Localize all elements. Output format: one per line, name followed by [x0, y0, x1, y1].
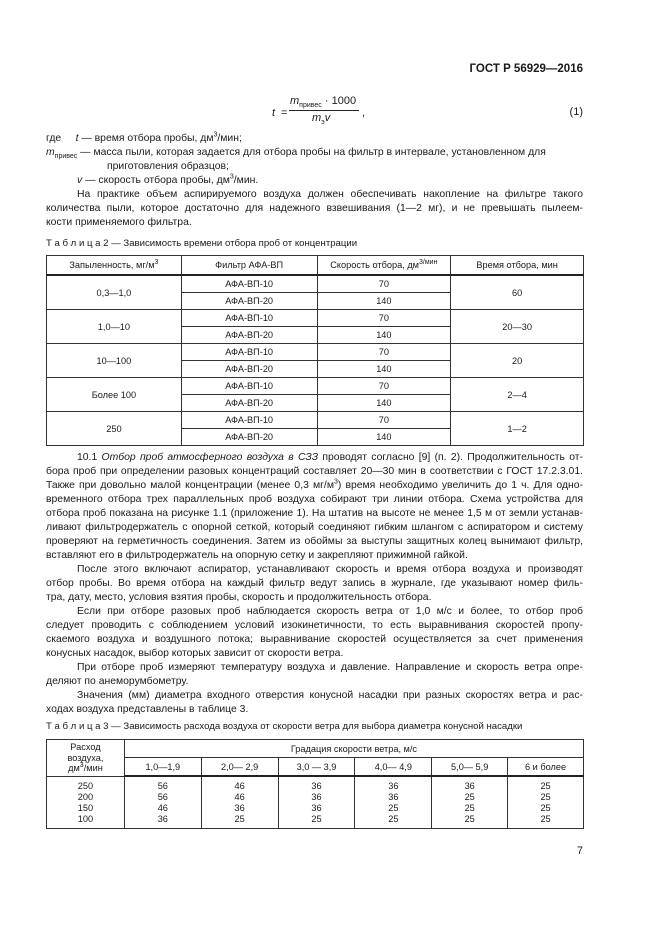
formula-lhs: t: [272, 107, 276, 119]
table3-value-cell: 36: [201, 803, 278, 814]
section-10-1-line-5: отбора проб показана на рисунке 1.1 (приложение 1). На штатив на высоте не менее 1,5 м от земли устанав-: [46, 508, 583, 519]
table3-value-cell: 25: [432, 803, 508, 814]
table2-speed-cell: 140: [317, 327, 451, 344]
table2: [46, 255, 584, 446]
table2-speed-cell: 140: [317, 395, 451, 412]
table2-filter-cell: АФА-ВП-10: [181, 378, 317, 395]
wind-line-4: конусных насадок, выбор которых зависит от скорости ветра.: [46, 648, 344, 659]
table2-speed-cell: 70: [317, 378, 451, 395]
table3-grade-3: 3,0 — 3,9: [278, 758, 355, 777]
table2-speed-cell: 70: [317, 310, 451, 327]
table3-flow-cell: 250: [47, 776, 125, 792]
table3-grade-6: 6 и более: [508, 758, 584, 777]
after-line-3: тра, дату, место, условия взятия пробы, скорость и продолжительность отбора.: [46, 592, 432, 603]
table3-value-cell: 25: [432, 814, 508, 829]
table2-time-cell: 2—4: [451, 378, 584, 412]
measure-line-2: деляют по анеморумбометру.: [46, 676, 189, 687]
table3-grade-5: 5,0— 5,9: [432, 758, 508, 777]
table3-value-cell: 46: [201, 792, 278, 803]
formula-1: [272, 95, 392, 131]
table3-value-cell: 25: [355, 803, 432, 814]
table3-grade-2: 2,0— 2,9: [201, 758, 278, 777]
table2-speed-cell: 140: [317, 293, 451, 310]
table3-value-cell: 25: [508, 792, 584, 803]
section-10-1-line-7: проверяют на герметичность соединения. Затем из обоймы за выступы защитных колец вынимают фильтр,: [46, 536, 583, 547]
table3-value-cell: 46: [124, 803, 201, 814]
practice-line-3: кости применяемого фильтра.: [46, 217, 192, 228]
table-row: [47, 275, 584, 293]
table3-value-cell: 25: [201, 814, 278, 829]
table3-value-cell: 36: [432, 776, 508, 792]
table2-filter-cell: АФА-ВП-10: [181, 275, 317, 293]
values-line-2: ходах воздуха представлены в таблице 3.: [46, 704, 249, 715]
table2-header-time: Время отбора, мин: [451, 256, 584, 276]
table3-value-cell: 25: [278, 814, 355, 829]
table2-time-cell: 20—30: [451, 310, 584, 344]
table-row: [47, 814, 584, 829]
table2-filter-cell: АФА-ВП-10: [181, 412, 317, 429]
where-m-line-2: приготовления образцов;: [107, 161, 229, 172]
table2-dust-cell: 10—100: [47, 344, 182, 378]
table2-filter-cell: АФА-ВП-20: [181, 361, 317, 378]
table3-grade-4: 4,0— 4,9: [355, 758, 432, 777]
after-line-1: После этого включают аспиратор, устанавливают скорость и время отбора воздуха и производят: [77, 564, 583, 575]
table3: [46, 739, 584, 829]
table3-flow-cell: 100: [47, 814, 125, 829]
formula-numerator: $m_{привес} \cdot 1000$: [290, 95, 357, 110]
section-10-1-line-3: Также при довольно малой концентрации (менее 0,3 $мг/м^3$) время необходимо увеличить до 1 ч. Для одно-: [46, 478, 583, 491]
values-line-1: Значения (мм) диаметра входного отверстия конусной насадки при разных скоростях ветра и рас-: [77, 690, 583, 701]
table2-speed-cell: 70: [317, 344, 451, 361]
table2-dust-cell: 1,0—10: [47, 310, 182, 344]
table3-value-cell: 25: [355, 814, 432, 829]
measure-line-1: При отборе проб измеряют температуру воздуха и давление. Направление и скорость ветра опре-: [77, 662, 583, 673]
page-number: 7: [576, 845, 583, 857]
table3-value-cell: 36: [278, 803, 355, 814]
after-line-2: отбор пробы. Во время отбора на каждый фильтр ведут запись в журнале, где указывают номер филь-: [46, 578, 583, 589]
table2-filter-cell: АФА-ВП-10: [181, 344, 317, 361]
table-row: [47, 310, 584, 327]
formula-comma: ,: [362, 107, 366, 119]
table2-filter-cell: АФА-ВП-20: [181, 429, 317, 446]
table3-value-cell: 46: [201, 776, 278, 792]
table2-filter-cell: АФА-ВП-20: [181, 395, 317, 412]
table3-flow-cell: 150: [47, 803, 125, 814]
table2-dust-cell: Более 100: [47, 378, 182, 412]
table3-flow-cell: 200: [47, 792, 125, 803]
table-row: [47, 792, 584, 803]
table2-time-cell: 60: [451, 275, 584, 310]
table2-speed-cell: 70: [317, 412, 451, 429]
table3-caption: Т а б л и ц а 3 — Зависимость расхода воздуха от скорости ветра для выбора диаметра конусной насадки: [46, 721, 523, 732]
formula-number: (1): [569, 106, 583, 118]
formula-fraction-bar: [289, 110, 359, 111]
practice-line-1: На практике объем аспирируемого воздуха должен обеспечивать накопление на фильтре такого: [77, 189, 583, 200]
table-row: [47, 803, 584, 814]
table2-speed-cell: 140: [317, 429, 451, 446]
table2-time-cell: 20: [451, 344, 584, 378]
document-code: ГОСТ Р 56929—2016: [469, 63, 583, 75]
table2-header-speed: Скорость отбора, $дм^{3/мин}$: [317, 256, 451, 276]
section-10-1-line-6: ливают фильтродержатель с опорной сеткой, который соединяют гибким шлангом с аспиратором и систему: [46, 522, 583, 533]
section-10-1-line-8: вставляют его в фильтродержатель на опорную сетку и закрепляют прижимной гайкой.: [46, 550, 468, 561]
table2-speed-cell: 70: [317, 275, 451, 293]
practice-line-2: количества пыли, которое достаточно для надежного взвешивания (1—2 мг), и не превышать пылеем-: [46, 203, 583, 214]
section-10-1-line-2: бора проб при определении разовых концентраций составляет 20—30 мин в соответствии с ГОСТ 17.2.3.01.: [46, 466, 583, 477]
formula-equals: =: [281, 107, 288, 119]
table2-speed-cell: 140: [317, 361, 451, 378]
table2-header-dust: Запыленность, $мг/м^3$: [47, 256, 182, 276]
table2-filter-cell: АФА-ВП-10: [181, 310, 317, 327]
table3-value-cell: 25: [508, 803, 584, 814]
table2-dust-cell: 250: [47, 412, 182, 446]
table3-value-cell: 36: [355, 792, 432, 803]
table2-dust-cell: 0,3—1,0: [47, 275, 182, 310]
wind-line-3: скаемого воздуха и воздушного потока; выравнивание скоростей осуществляется за счет применения: [46, 634, 583, 645]
table3-value-cell: 56: [124, 792, 201, 803]
table2-filter-cell: АФА-ВП-20: [181, 293, 317, 310]
table2-header-filter: Фильтр АФА-ВП: [181, 256, 317, 276]
table3-value-cell: 25: [508, 776, 584, 792]
section-10-1-line-1: 10.1 Отбор проб атмосферного воздуха в СЗЗ проводят согласно [9] (п. 2). Продолжительность от-: [77, 452, 583, 463]
section-10-1-line-4: временного отбора трех параллельных проб воздуха собирают три линии отбора. Схема устройства для: [46, 494, 583, 505]
table3-value-cell: 36: [355, 776, 432, 792]
wind-line-2: следует проводить с соблюдением условий изокинетичности, то есть выравнивания скоростей пропу-: [46, 620, 583, 631]
table3-grade-1: 1,0—1,9: [124, 758, 201, 777]
formula-denominator: $m_эv$: [312, 112, 331, 127]
table3-value-cell: 56: [124, 776, 201, 792]
table2-time-cell: 1—2: [451, 412, 584, 446]
table2-caption: Т а б л и ц а 2 — Зависимость времени отбора проб от концентрации: [46, 238, 358, 249]
table2-filter-cell: АФА-ВП-20: [181, 327, 317, 344]
table-row: [47, 412, 584, 429]
table-row: [47, 776, 584, 792]
where-m-line: $m_{привес}$ — масса пыли, которая задается для отбора пробы на фильтр в интервале, установленном для: [46, 147, 546, 161]
wind-line-1: Если при отборе разовых проб наблюдается скорость ветра от 1,0 м/с и более, то отбор проб: [77, 606, 583, 617]
table3-value-cell: 36: [278, 792, 355, 803]
table3-value-cell: 25: [432, 792, 508, 803]
table3-value-cell: 36: [124, 814, 201, 829]
table3-header-flow: Расход воздуха, $дм^3$/мин: [47, 740, 125, 777]
table-row: [47, 378, 584, 395]
table3-header-grades: Градация скорости ветра, м/с: [124, 740, 583, 758]
where-t-line: где t — время отбора пробы, $дм^3$/мин;: [46, 131, 242, 144]
table3-value-cell: 36: [278, 776, 355, 792]
where-v-line: v — скорость отбора пробы, $дм^3$/мин.: [77, 173, 259, 186]
table-row: [47, 344, 584, 361]
table3-value-cell: 25: [508, 814, 584, 829]
